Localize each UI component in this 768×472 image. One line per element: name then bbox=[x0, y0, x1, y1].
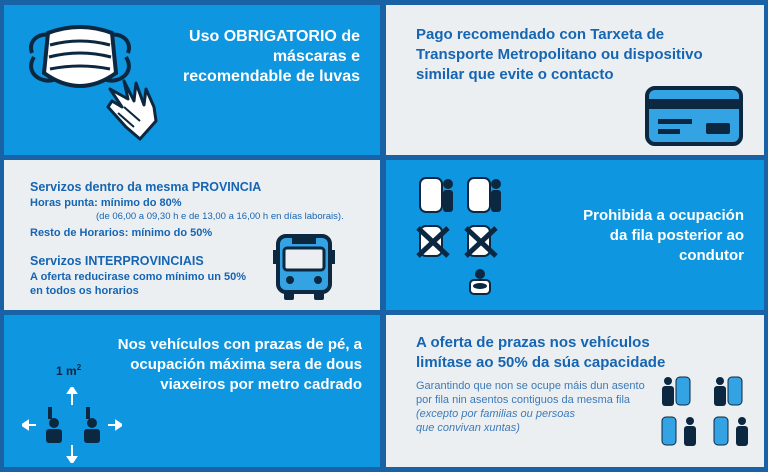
standing-person-icon bbox=[22, 387, 122, 463]
seat-occupancy-icon bbox=[658, 371, 758, 455]
payment-line1: Pago recomendado con Tarxeta de bbox=[416, 26, 665, 43]
seat-row-line3: condutor bbox=[679, 247, 744, 264]
payment-line3: similar que evite o contacto bbox=[416, 66, 614, 83]
payment-line2: Transporte Metropolitano ou dispositivo bbox=[416, 46, 703, 63]
interprovincial-line2: en todos os horarios bbox=[30, 285, 139, 297]
capacity-desc bbox=[416, 379, 645, 435]
seat-layout-icon bbox=[414, 174, 524, 300]
card-icon bbox=[644, 85, 744, 147]
standing-line1: Nos vehículos con prazas de pé, a bbox=[117, 336, 362, 353]
standing-line2: ocupación máxima sera de dous bbox=[130, 356, 362, 373]
seat-row-line1: Prohibida a ocupación bbox=[583, 207, 744, 224]
panel-masks bbox=[4, 5, 380, 155]
payment-text bbox=[416, 25, 756, 85]
bus-icon bbox=[272, 232, 336, 304]
panel-payment bbox=[386, 5, 764, 155]
seat-row-text bbox=[524, 206, 744, 266]
capacity-desc4: que convivan xuntas) bbox=[416, 422, 520, 434]
interprovincial-heading: Servizos INTERPROVINCIAIS bbox=[30, 254, 204, 268]
capacity-heading bbox=[416, 333, 665, 373]
blocked-seat-icon bbox=[418, 226, 496, 256]
province-peak: Horas punta: mínimo do 80% bbox=[30, 197, 182, 209]
panel-capacity bbox=[386, 315, 764, 467]
capacity-line1: A oferta de prazas nos vehículos bbox=[416, 334, 650, 351]
masks-line3: recomendable de luvas bbox=[183, 68, 360, 85]
panel-province bbox=[4, 160, 380, 310]
driver-icon bbox=[470, 269, 490, 294]
masks-line1: Uso OBRIGATORIO de bbox=[189, 28, 360, 45]
masks-line2: máscaras e bbox=[272, 48, 360, 65]
province-rest: Resto de Horarios: mínimo do 50% bbox=[30, 227, 213, 239]
capacity-desc2: por fila nin asentos contiguos da mesma fila bbox=[416, 394, 631, 406]
area-label: 1 $m^2$ bbox=[56, 363, 82, 378]
province-heading: Servizos dentro da mesma PROVINCIA bbox=[30, 180, 262, 194]
capacity-desc3: (excepto por familias ou persoas bbox=[416, 408, 575, 420]
province-peak-note: (de 06,00 a 09,30 h e de 13,00 a 16,00 h en días laborais). bbox=[96, 211, 344, 222]
capacity-line2: limítase ao 50% da súa capacidade bbox=[416, 354, 666, 371]
seat-icon bbox=[420, 178, 490, 212]
standing-line3: viaxeiros por metro cadrado bbox=[160, 376, 362, 393]
panel-standing bbox=[4, 315, 380, 467]
interprovincial-line1: A oferta reducirase como mínimo un 50% bbox=[30, 271, 246, 283]
masks-text bbox=[150, 27, 360, 87]
capacity-desc1: Garantindo que non se ocupe máis dun asento bbox=[416, 380, 645, 392]
arrows-icon bbox=[22, 387, 122, 463]
seat-row-line2: da fila posterior ao bbox=[609, 227, 744, 244]
standing-text bbox=[82, 335, 362, 395]
panel-seat-row bbox=[386, 160, 764, 310]
